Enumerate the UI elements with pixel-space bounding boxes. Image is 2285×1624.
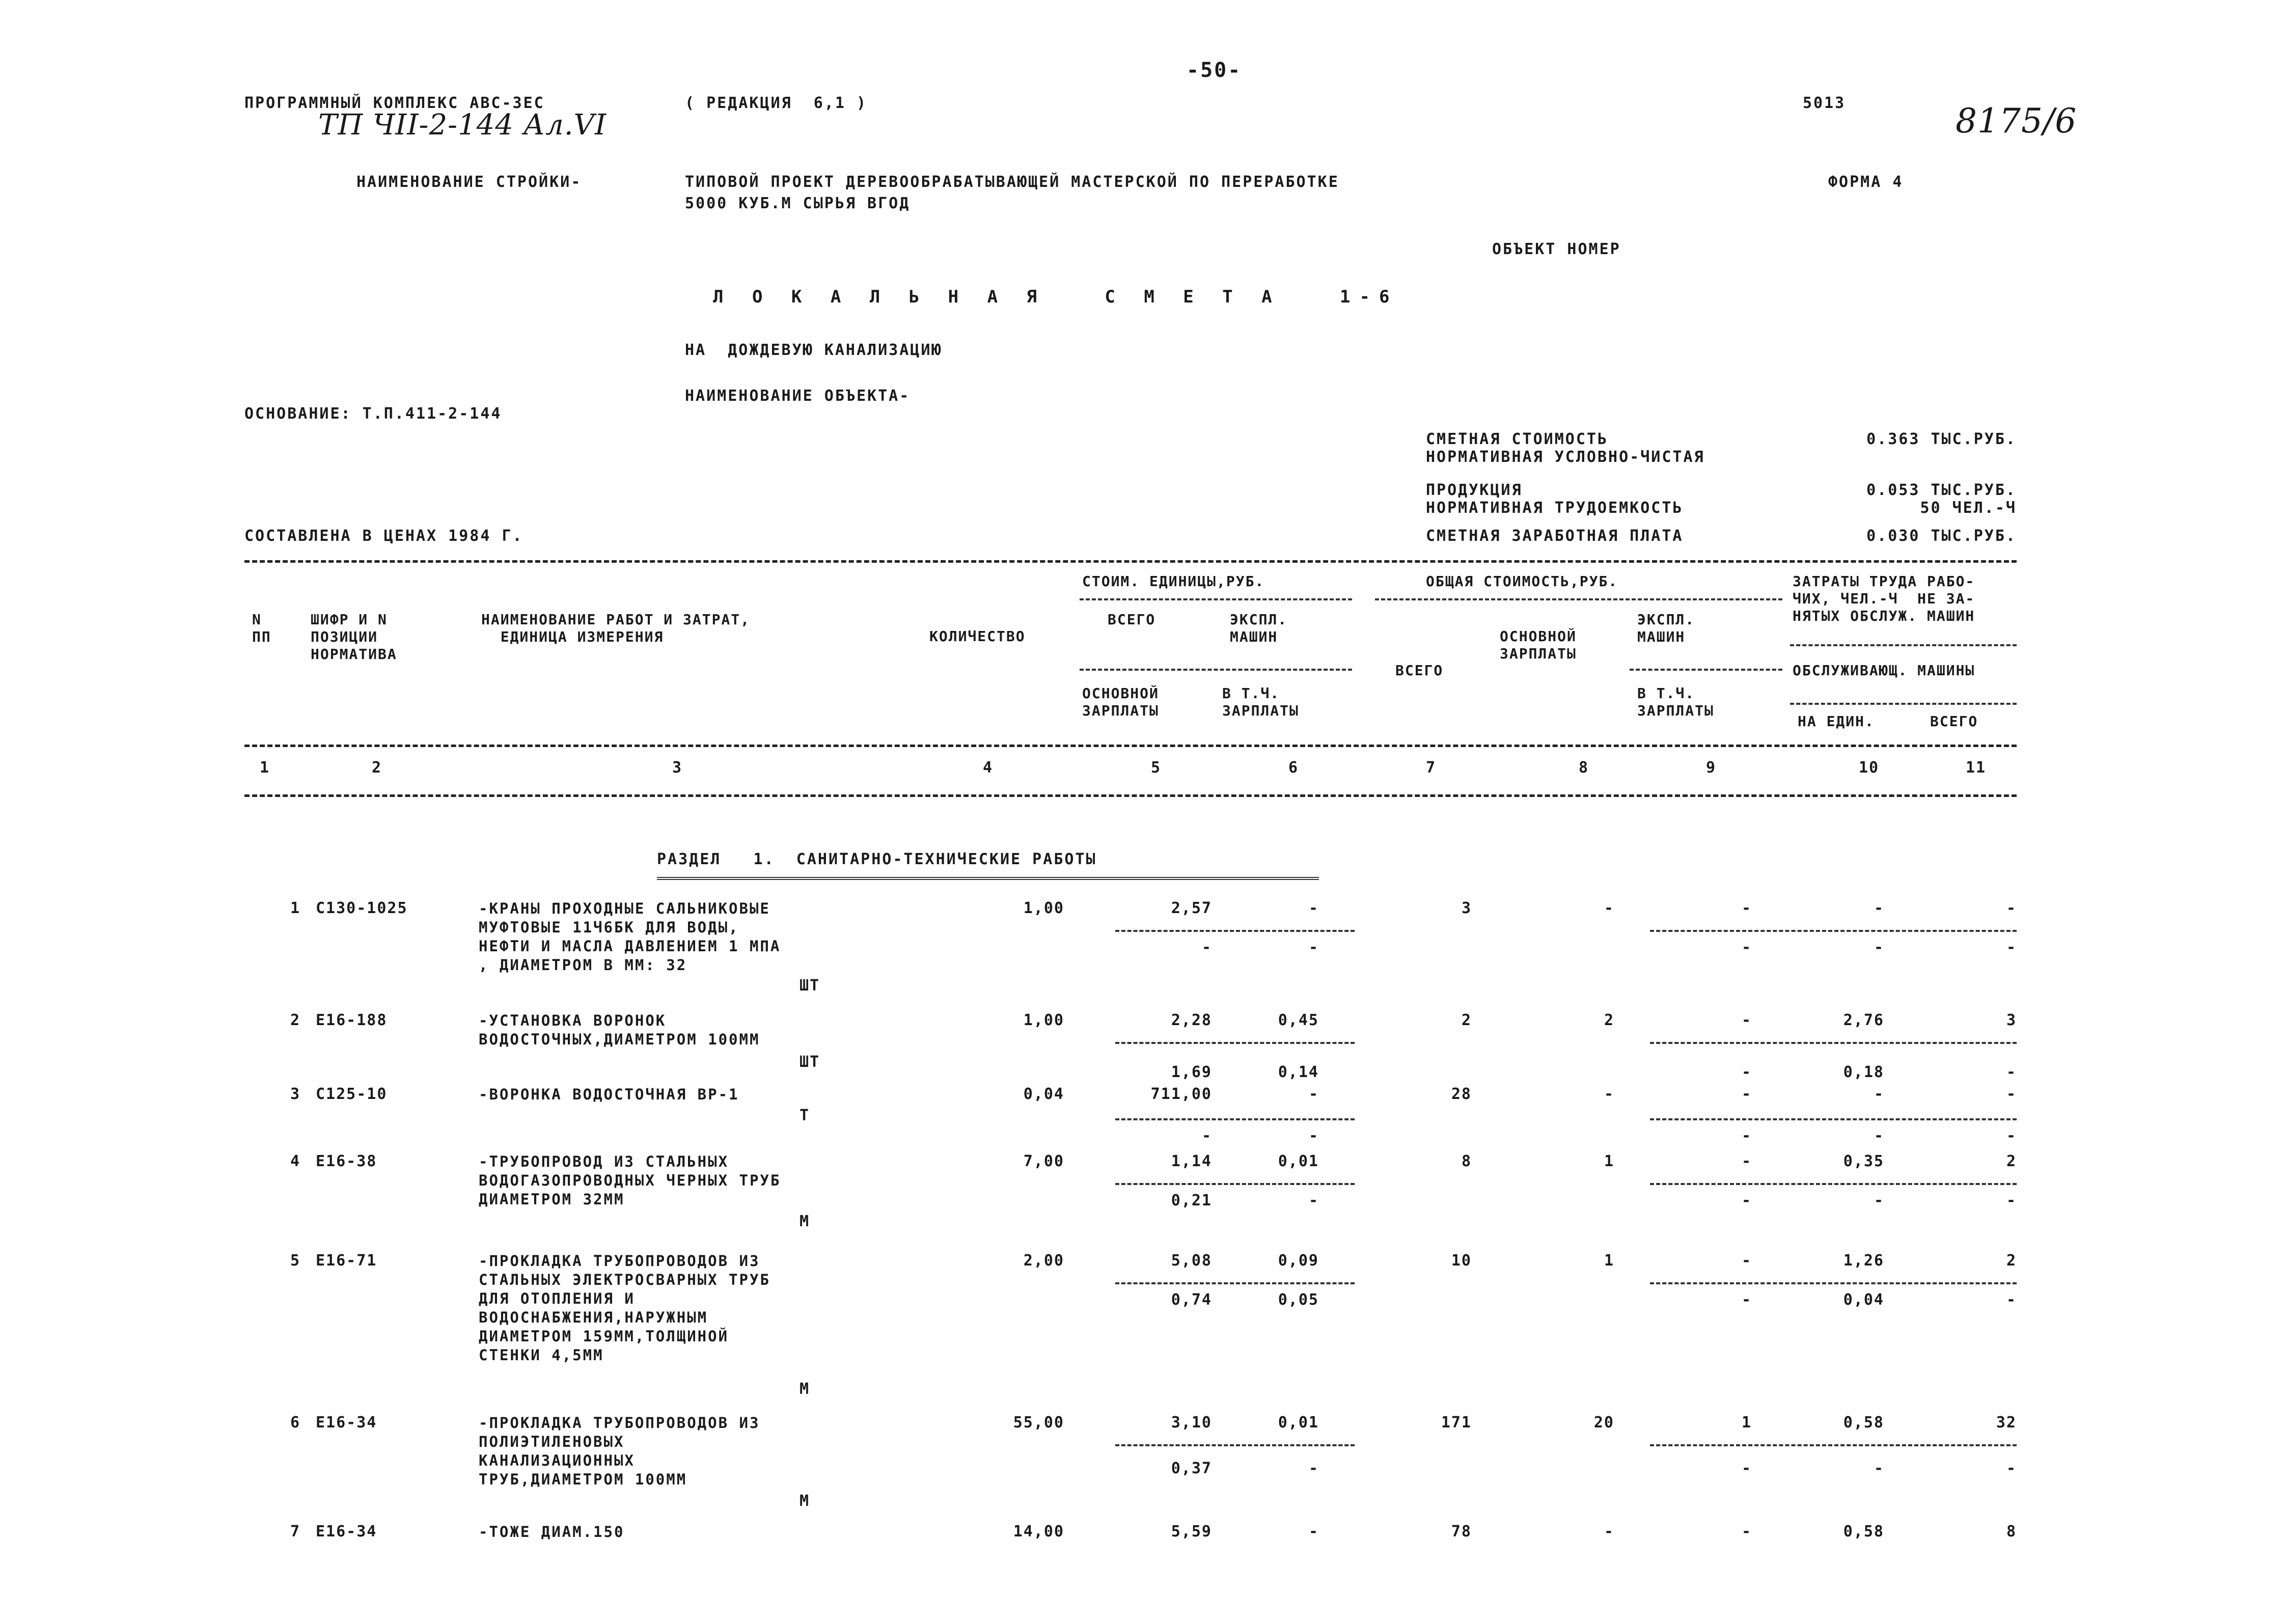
row1-c10: - [1874,899,1884,917]
row1-c5b: - [1201,939,1212,956]
header-col1: N ПП [252,611,271,645]
header-labor: ЗАТРАТЫ ТРУДА РАБО- ЧИХ, ЧЕЛ.-Ч НЕ ЗА- НЯТЫХ ОБСЛУЖ. МАШИН [1793,573,1975,624]
row2-c9: - [1741,1011,1752,1029]
row7-c11: 8 [2006,1523,2017,1540]
row4-c9: - [1741,1152,1752,1170]
row1-unit: ШТ [800,977,820,995]
summary-value-4: 0.030 ТЫС.РУБ. [1866,527,2017,545]
section-title-rule [657,877,1319,880]
row7-c5: 5,59 [1171,1523,1212,1540]
header-total-incl: В Т.Ч. ЗАРПЛАТЫ [1637,685,1714,719]
row6-c11b: - [2006,1460,2017,1477]
summary-label-2: ПРОДУКЦИЯ [1426,481,1523,499]
header-labor-unit: НА ЕДИН. [1798,713,1875,730]
row5-qty: 2,00 [1023,1252,1064,1270]
row5-c11: 2 [2006,1252,2017,1270]
row6-c6: 0,01 [1278,1414,1319,1432]
summary-label-3: НОРМАТИВНАЯ ТРУДОЕМКОСТЬ [1426,499,1684,517]
handwritten-number: 8175/6 [1956,101,2077,141]
row2-c11: 3 [2006,1011,2017,1029]
row2-c10: 2,76 [1843,1011,1884,1029]
row3-qty: 0,04 [1023,1085,1064,1103]
colnum-2: 2 [371,759,382,777]
row2-desc: -УСТАНОВКА ВОРОНОК ВОДОСТОЧНЫХ,ДИАМЕТРОМ 100ММ [479,1012,760,1048]
row2-c6: 0,45 [1278,1011,1319,1029]
row5-rule-b [1650,1282,2017,1284]
header-labor-total: ВСЕГО [1930,713,1978,730]
object-name-label: НАИМЕНОВАНИЕ ОБЪЕКТА- [685,387,911,405]
header-total-all: ВСЕГО [1395,662,1444,679]
row4-c11: 2 [2006,1152,2017,1170]
row4-c10: 0,35 [1843,1152,1884,1170]
row2-unit: ШТ [800,1053,820,1071]
colnum-5: 5 [1150,759,1162,777]
header-col4: КОЛИЧЕСТВО [929,628,1026,645]
row3-rule-b [1650,1118,2017,1120]
row2-c7: 2 [1461,1011,1472,1029]
row7-c6: - [1308,1523,1319,1540]
row5-c6: 0,09 [1278,1252,1319,1270]
header-total-rule-1 [1375,598,1782,600]
row6-unit: М [800,1492,810,1510]
row5-c10b: 0,04 [1843,1291,1884,1309]
row5-c9b: - [1741,1291,1752,1309]
header-unit-rule-2 [1080,669,1352,671]
row5-c9: - [1741,1252,1752,1270]
row5-n: 5 [290,1252,301,1270]
header-unit-machines: ЭКСПЛ. МАШИН [1230,611,1288,645]
row1-c6b: - [1308,939,1319,956]
estimate-title: Л О К А Л Ь Н А Я С М Е Т А 1-6 [713,287,1399,307]
colnum-11: 11 [1965,759,1987,777]
row3-c9: - [1741,1085,1752,1103]
row4-c5: 1,14 [1171,1152,1212,1170]
summary-value-0: 0.363 ТЫС.РУБ. [1866,430,2017,448]
row2-c8: 2 [1604,1011,1614,1029]
row7-n: 7 [290,1523,301,1540]
row1-rule-a [1115,930,1355,932]
row2-c6b: 0,14 [1278,1063,1319,1081]
row4-desc: -ТРУБОПРОВОД ИЗ СТАЛЬНЫХ ВОДОГАЗОПРОВОДНЫХ ЧЕРНЫХ ТРУБ ДИАМЕТРОМ 32ММ [479,1153,781,1208]
row3-c5: 711,00 [1150,1085,1212,1103]
row1-c9: - [1741,899,1752,917]
header-unit-incl-wage: В Т.Ч. ЗАРПЛАТЫ [1222,685,1299,719]
row5-c5b: 0,74 [1171,1291,1212,1309]
row6-c11: 32 [1996,1414,2017,1432]
construction-name-line2: 5000 КУБ.М СЫРЬЯ ВГОД [685,195,911,212]
colnum-1: 1 [259,759,270,777]
row4-rule-a [1115,1183,1355,1185]
row5-code: Е16-71 [316,1252,377,1270]
summary-label-4: СМЕТНАЯ ЗАРАБОТНАЯ ПЛАТА [1426,527,1684,545]
object-number: ОБЪЕКТ НОМЕР [1492,240,1621,258]
header-total-rule-2 [1630,669,1782,671]
row5-c8: 1 [1604,1252,1614,1270]
row4-c9b: - [1741,1192,1752,1209]
row2-n: 2 [290,1011,301,1029]
row2-c9b: - [1741,1063,1752,1081]
row7-c9: - [1741,1523,1752,1540]
row1-c11b: - [2006,939,2017,956]
row1-n: 1 [290,899,301,917]
colnum-3: 3 [672,759,683,777]
row5-unit: М [800,1380,810,1398]
row1-c9b: - [1741,939,1752,956]
row6-rule-b [1650,1444,2017,1446]
row3-c6b: - [1308,1127,1319,1145]
row3-rule-a [1115,1118,1355,1120]
header-mid-rule [244,745,2017,747]
program-name: ПРОГРАММНЫЙ КОМПЛЕКС АВС-3ЕС [244,94,545,112]
summary-value-2: 0.053 ТЫС.РУБ. [1866,481,2017,499]
row6-c7: 171 [1441,1414,1472,1432]
row3-unit: Т [800,1107,810,1124]
header-total-basic: ОСНОВНОЙ ЗАРПЛАТЫ [1500,628,1577,662]
row5-c10: 1,26 [1843,1252,1884,1270]
summary-value-3: 50 ЧЕЛ.-Ч [1920,499,2017,517]
header-labor-2: ОБСЛУЖИВАЮЩ. МАШИНЫ [1793,662,1975,679]
row6-c5b: 0,37 [1171,1460,1212,1477]
header-labor-rule-1 [1790,644,2017,646]
prices-year: СОСТАВЛЕНА В ЦЕНАХ 1984 Г. [244,527,524,545]
header-total-machines: ЭКСПЛ. МАШИН [1637,611,1695,645]
header-unit-basic-wage: ОСНОВНОЙ ЗАРПЛАТЫ [1082,685,1159,719]
row5-rule-a [1115,1282,1355,1284]
row6-c5: 3,10 [1171,1414,1212,1432]
row3-code: С125-10 [316,1085,388,1103]
row2-code: Е16-188 [316,1011,388,1029]
header-bottom-rule [244,794,2017,797]
page-number: -50- [1187,59,1242,82]
row1-c10b: - [1874,939,1884,956]
header-total-cost: ОБЩАЯ СТОИМОСТЬ,РУБ. [1426,573,1618,590]
header-unit-cost: СТОИМ. ЕДИНИЦЫ,РУБ. [1082,573,1265,590]
basis: ОСНОВАНИЕ: Т.П.411-2-144 [244,405,502,423]
row3-c10b: - [1874,1127,1884,1145]
row3-desc: -ВОРОНКА ВОДОСТОЧНАЯ ВР-1 [479,1086,739,1103]
row6-c10b: - [1874,1460,1884,1477]
row6-rule-a [1115,1444,1355,1446]
row3-c11: - [2006,1085,2017,1103]
row5-c7: 10 [1451,1252,1472,1270]
header-col2: ШИФР И N ПОЗИЦИИ НОРМАТИВА [311,611,397,663]
row4-code: Е16-38 [316,1152,377,1170]
row1-code: С130-1025 [316,899,408,917]
row3-c5b: - [1201,1127,1212,1145]
row7-qty: 14,00 [1013,1523,1064,1540]
row6-code: Е16-34 [316,1414,377,1432]
row5-c11b: - [2006,1291,2017,1309]
row1-c5: 2,57 [1171,899,1212,917]
row7-c10: 0,58 [1843,1523,1884,1540]
row2-rule-b [1650,1042,2017,1044]
section-title: РАЗДЕЛ 1. САНИТАРНО-ТЕХНИЧЕСКИЕ РАБОТЫ [657,850,1097,868]
row3-n: 3 [290,1085,301,1103]
header-labor-rule-2 [1790,703,2017,705]
row3-c7: 28 [1451,1085,1472,1103]
colnum-4: 4 [982,759,994,777]
row2-c5b: 1,69 [1171,1063,1212,1081]
row4-c6b: - [1308,1192,1319,1209]
row2-c10b: 0,18 [1843,1063,1884,1081]
row2-qty: 1,00 [1023,1011,1064,1029]
header-col3: НАИМЕНОВАНИЕ РАБОТ И ЗАТРАТ, ЕДИНИЦА ИЗМЕРЕНИЯ [481,611,751,645]
row4-n: 4 [290,1152,301,1170]
row6-c9b: - [1741,1460,1752,1477]
row3-c6: - [1308,1085,1319,1103]
row7-c7: 78 [1451,1523,1472,1540]
row4-c10b: - [1874,1192,1884,1209]
row4-c7: 8 [1461,1152,1472,1170]
row7-c8: - [1604,1523,1614,1540]
row2-rule-a [1115,1042,1355,1044]
row1-c7: 3 [1461,899,1472,917]
colnum-9: 9 [1705,759,1717,777]
row7-code: Е16-34 [316,1523,377,1540]
row4-c11b: - [2006,1192,2017,1209]
row6-c9: 1 [1741,1414,1752,1432]
row6-c8: 20 [1593,1414,1614,1432]
row1-c6: - [1308,899,1319,917]
colnum-10: 10 [1858,759,1880,777]
header-unit-rule-1 [1080,598,1352,600]
row4-c6: 0,01 [1278,1152,1319,1170]
row5-c6b: 0,05 [1278,1291,1319,1309]
colnum-8: 8 [1578,759,1589,777]
row1-c8: - [1604,899,1614,917]
handwritten-code: ТП ЧII-2-144 Ал.VI [318,108,607,142]
row6-c6b: - [1308,1460,1319,1477]
row5-c5: 5,08 [1171,1252,1212,1270]
row1-qty: 1,00 [1023,899,1064,917]
row3-c8: - [1604,1085,1614,1103]
row3-c10: - [1874,1085,1884,1103]
row6-qty: 55,00 [1013,1414,1064,1432]
row4-rule-b [1650,1183,2017,1185]
row4-c8: 1 [1604,1152,1614,1170]
row3-c9b: - [1741,1127,1752,1145]
summary-label-1: НОРМАТИВНАЯ УСЛОВНО-ЧИСТАЯ [1426,448,1705,466]
row2-c5: 2,28 [1171,1011,1212,1029]
row1-desc: -КРАНЫ ПРОХОДНЫЕ САЛЬНИКОВЫЕ МУФТОВЫЕ 11Ч6БК ДЛЯ ВОДЫ, НЕФТИ И МАСЛА ДАВЛЕНИЕМ 1 МПА , ДИАМЕТРОМ В ММ: 32 [479,900,781,974]
doc-code: 5013 [1803,94,1846,112]
row7-desc: -ТОЖЕ ДИАМ.150 [479,1523,625,1540]
row4-unit: М [800,1213,810,1230]
row1-rule-b [1650,930,2017,932]
edition: ( РЕДАКЦИЯ 6,1 ) [685,94,868,112]
row6-c10: 0,58 [1843,1414,1884,1432]
form-label: ФОРМА 4 [1828,173,1904,191]
construction-name-line1: ТИПОВОЙ ПРОЕКТ ДЕРЕВООБРАБАТЫВАЮЩЕЙ МАСТЕРСКОЙ ПО ПЕРЕРАБОТКЕ [685,173,1339,191]
header-top-rule [244,560,2017,563]
row1-c11: - [2006,899,2017,917]
row3-c11b: - [2006,1127,2017,1145]
row4-qty: 7,00 [1023,1152,1064,1170]
row6-desc: -ПРОКЛАДКА ТРУБОПРОВОДОВ ИЗ ПОЛИЭТИЛЕНОВЫХ КАНАЛИЗАЦИОННЫХ ТРУБ,ДИАМЕТРОМ 100ММ [479,1414,760,1488]
colnum-6: 6 [1288,759,1299,777]
construction-label: НАИМЕНОВАНИЕ СТРОЙКИ- [356,173,582,191]
estimate-for: НА ДОЖДЕВУЮ КАНАЛИЗАЦИЮ [685,341,943,359]
row5-desc: -ПРОКЛАДКА ТРУБОПРОВОДОВ ИЗ СТАЛЬНЫХ ЭЛЕКТРОСВАРНЫХ ТРУБ ДЛЯ ОТОПЛЕНИЯ И ВОДОСНАБЖЕНИЯ,НАРУЖНЫМ ДИАМЕТРОМ 159ММ,ТОЛЩИНОЙ СТЕНКИ 4,5ММ [479,1252,770,1364]
row2-c11b: - [2006,1063,2017,1081]
header-unit-total: ВСЕГО [1108,611,1156,628]
colnum-7: 7 [1425,759,1437,777]
summary-label-0: СМЕТНАЯ СТОИМОСТЬ [1426,430,1609,448]
row4-c5b: 0,21 [1171,1192,1212,1209]
row6-n: 6 [290,1414,301,1432]
